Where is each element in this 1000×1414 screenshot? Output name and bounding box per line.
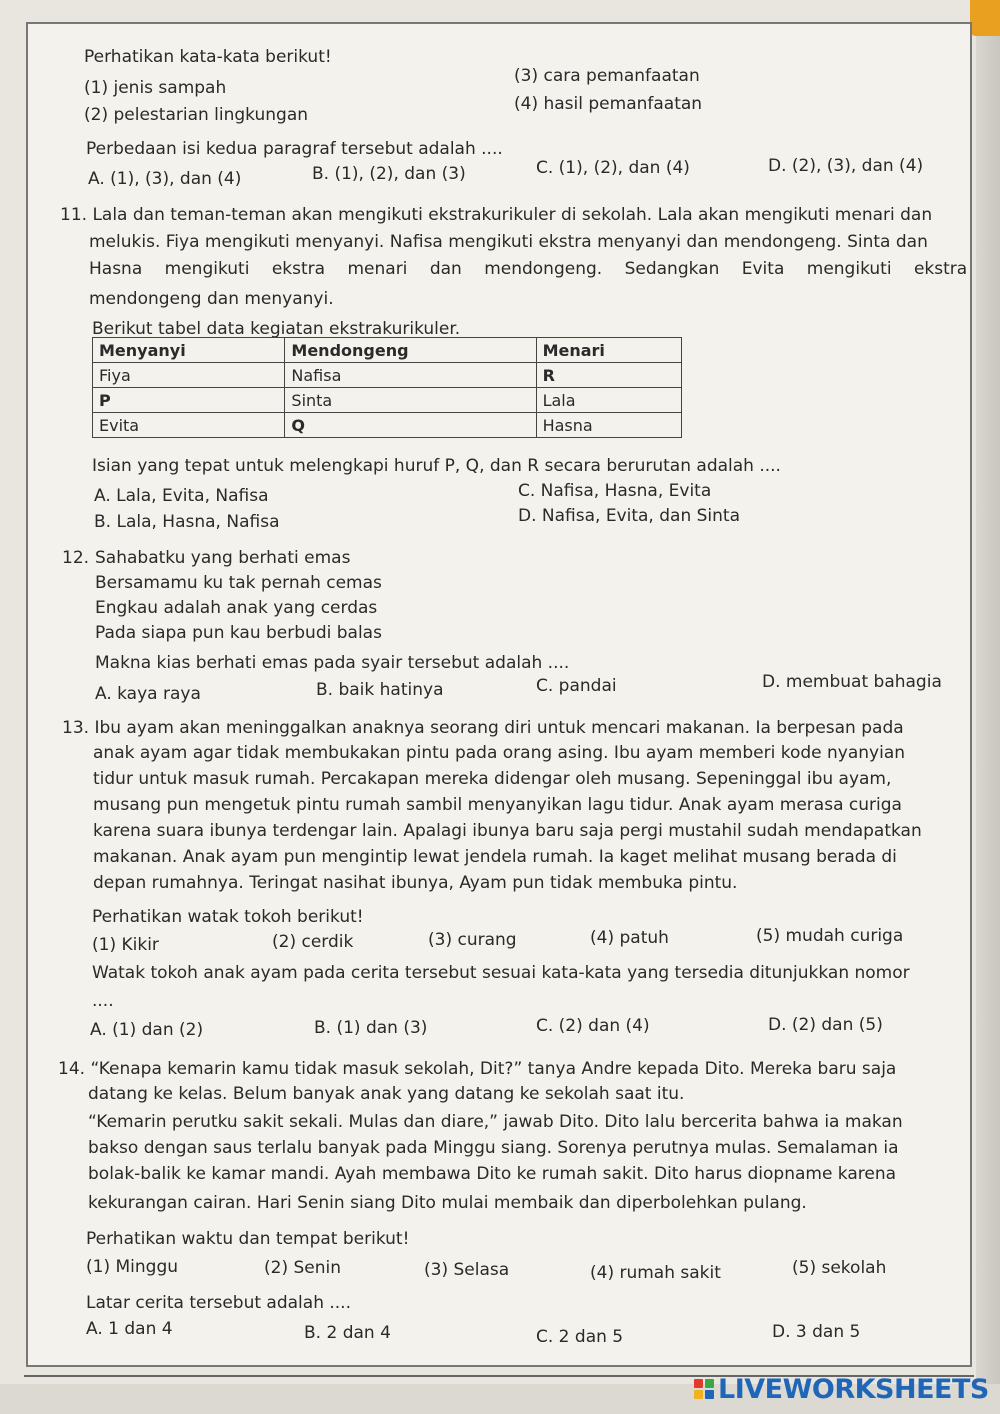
q12-option-d[interactable]: D. membuat bahagia <box>762 672 942 692</box>
q12-poem-line-3: Engkau adalah anak yang cerdas <box>95 598 378 618</box>
q13-item-1: (1) Kikir <box>92 935 159 955</box>
q13-intro: Perhatikan watak tokoh berikut! <box>92 907 364 927</box>
q13-line-6: makanan. Anak ayam pun mengintip lewat jendela rumah. Ia kaget melihat musang berada di <box>93 847 897 867</box>
q13-ellipsis: .... <box>92 991 114 1011</box>
q12-option-c[interactable]: C. pandai <box>536 676 617 696</box>
q14-option-c[interactable]: C. 2 dan 5 <box>536 1327 624 1347</box>
q14-line-5: bolak-balik ke kamar mandi. Ayah membawa Dito ke rumah sakit. Dito harus diopname karena <box>88 1164 897 1184</box>
q11-line-2: melukis. Fiya mengikuti menyanyi. Nafisa mengikuti ekstra menyanyi dan mendongeng. Sinta dan <box>89 232 928 252</box>
table-row <box>93 388 682 413</box>
q14-line-6: kekurangan cairan. Hari Senin siang Dito mulai membaik dan diperbolehkan pulang. <box>88 1193 807 1213</box>
table-cell-blank-r: R <box>536 363 681 388</box>
q13-line-5: karena suara ibunya terdengar lain. Apalagi ibunya baru saja pergi mustahil sudah mendapatkan <box>93 821 922 841</box>
q14-line-4: bakso dengan saus terlalu banyak pada Minggu siang. Sorenya perutnya mulas. Semalaman ia <box>88 1138 899 1158</box>
q14-item-4: (4) rumah sakit <box>590 1263 721 1283</box>
q11-line-1: 11. Lala dan teman-teman akan mengikuti ekstrakurikuler di sekolah. Lala akan mengikuti menari dan <box>60 205 933 225</box>
q10-item-3: (3) cara pemanfaatan <box>514 66 700 86</box>
q13-option-d[interactable]: D. (2) dan (5) <box>768 1015 883 1035</box>
liveworksheets-logo <box>694 1372 989 1406</box>
table-cell-blank-p: P <box>93 388 285 413</box>
q11-option-c[interactable]: C. Nafisa, Hasna, Evita <box>518 481 712 501</box>
q14-option-d[interactable]: D. 3 dan 5 <box>772 1322 861 1342</box>
q14-item-5: (5) sekolah <box>792 1258 887 1278</box>
q12-poem-line-2: Bersamamu ku tak pernah cemas <box>95 573 382 593</box>
q13-item-4: (4) patuh <box>590 928 669 948</box>
table-cell-blank-q: Q <box>285 413 536 438</box>
table-cell: Lala <box>536 388 681 413</box>
q13-line-7: depan rumahnya. Teringat nasihat ibunya, Ayam pun tidak membuka pintu. <box>93 873 738 893</box>
q14-item-3: (3) Selasa <box>424 1260 510 1280</box>
q12-poem-line-1: Sahabatku yang berhati emas <box>95 548 351 568</box>
q12-option-a[interactable]: A. kaya raya <box>95 684 201 704</box>
q11-option-a[interactable]: A. Lala, Evita, Nafisa <box>94 486 269 506</box>
ekstrakurikuler-table <box>92 337 682 438</box>
q11-line-4: mendongeng dan menyanyi. <box>89 289 334 309</box>
q13-line-2: anak ayam agar tidak membukakan pintu pada orang asing. Ibu ayam memberi kode nyanyian <box>93 743 906 763</box>
q13-line-3: tidur untuk masuk rumah. Percakapan mereka didengar oleh musang. Sepeninggal ibu ayam, <box>93 769 892 789</box>
page-right-edge <box>976 0 1000 1414</box>
table-cell: Hasna <box>536 413 681 438</box>
q13-question: Watak tokoh anak ayam pada cerita tersebut sesuai kata-kata yang tersedia ditunjukkan nomor <box>92 963 910 983</box>
q14-item-2: (2) Senin <box>264 1258 342 1278</box>
q12-option-b[interactable]: B. baik hatinya <box>316 680 444 700</box>
q11-option-b[interactable]: B. Lala, Hasna, Nafisa <box>94 512 280 532</box>
q13-option-b[interactable]: B. (1) dan (3) <box>314 1018 428 1038</box>
q13-option-c[interactable]: C. (2) dan (4) <box>536 1016 650 1036</box>
q14-option-a[interactable]: A. 1 dan 4 <box>86 1319 173 1339</box>
q12-number: 12. <box>62 548 90 568</box>
table-header-row <box>93 338 682 363</box>
q14-line-3: “Kemarin perutku sakit sekali. Mulas dan diare,” jawab Dito. Dito lalu bercerita bahwa ia makan <box>88 1112 903 1132</box>
q14-intro: Perhatikan waktu dan tempat berikut! <box>86 1229 410 1249</box>
q13-line-4: musang pun mengetuk pintu rumah sambil menyanyikan lagu tidur. Anak ayam merasa curiga <box>93 795 902 815</box>
q10-option-a[interactable]: A. (1), (3), dan (4) <box>88 169 242 189</box>
table-cell: Fiya <box>93 363 285 388</box>
liveworksheets-logo-icon <box>694 1379 714 1399</box>
q13-line-1: 13. Ibu ayam akan meninggalkan anaknya seorang diri untuk mencari makanan. Ia berpesan pada <box>62 718 904 738</box>
q13-item-3: (3) curang <box>428 930 517 950</box>
q14-question: Latar cerita tersebut adalah .... <box>86 1293 351 1313</box>
corner-tab <box>970 0 1000 36</box>
q11-option-d[interactable]: D. Nafisa, Evita, dan Sinta <box>518 506 740 526</box>
q12-question: Makna kias berhati emas pada syair tersebut adalah .... <box>95 653 570 673</box>
q13-item-5: (5) mudah curiga <box>756 926 904 946</box>
q14-item-1: (1) Minggu <box>86 1257 179 1277</box>
q14-line-2: datang ke kelas. Belum banyak anak yang datang ke sekolah saat itu. <box>88 1084 685 1104</box>
q12-poem-line-4: Pada siapa pun kau berbudi balas <box>95 623 382 643</box>
q10-item-1: (1) jenis sampah <box>84 78 227 98</box>
q14-line-1: 14. “Kenapa kemarin kamu tidak masuk sekolah, Dit?” tanya Andre kepada Dito. Mereka baru saja <box>58 1059 897 1079</box>
table-header-cell: Menari <box>536 338 681 363</box>
q10-question: Perbedaan isi kedua paragraf tersebut adalah .... <box>86 139 503 159</box>
q14-option-b[interactable]: B. 2 dan 4 <box>304 1323 391 1343</box>
q10-option-b[interactable]: B. (1), (2), dan (3) <box>312 164 466 184</box>
q11-question: Isian yang tepat untuk melengkapi huruf P, Q, dan R secara berurutan adalah .... <box>92 456 781 476</box>
q11-line-3: Hasna mengikuti ekstra menari dan mendongeng. Sedangkan Evita mengikuti ekstra <box>89 259 968 279</box>
table-cell: Sinta <box>285 388 536 413</box>
liveworksheets-logo-text: LIVEWORKSHEETS <box>718 1373 989 1405</box>
q13-item-2: (2) cerdik <box>272 932 354 952</box>
q10-option-d[interactable]: D. (2), (3), dan (4) <box>768 156 924 176</box>
table-cell: Evita <box>93 413 285 438</box>
table-header-cell: Mendongeng <box>285 338 536 363</box>
q10-option-c[interactable]: C. (1), (2), dan (4) <box>536 158 690 178</box>
q11-table-caption: Berikut tabel data kegiatan ekstrakurikuler. <box>92 319 461 339</box>
table-header-cell: Menyanyi <box>93 338 285 363</box>
q10-intro: Perhatikan kata-kata berikut! <box>84 47 332 67</box>
q13-option-a[interactable]: A. (1) dan (2) <box>90 1020 204 1040</box>
table-row <box>93 363 682 388</box>
table-cell: Nafisa <box>285 363 536 388</box>
table-row <box>93 413 682 438</box>
q10-item-4: (4) hasil pemanfaatan <box>514 94 703 114</box>
q10-item-2: (2) pelestarian lingkungan <box>84 105 309 125</box>
